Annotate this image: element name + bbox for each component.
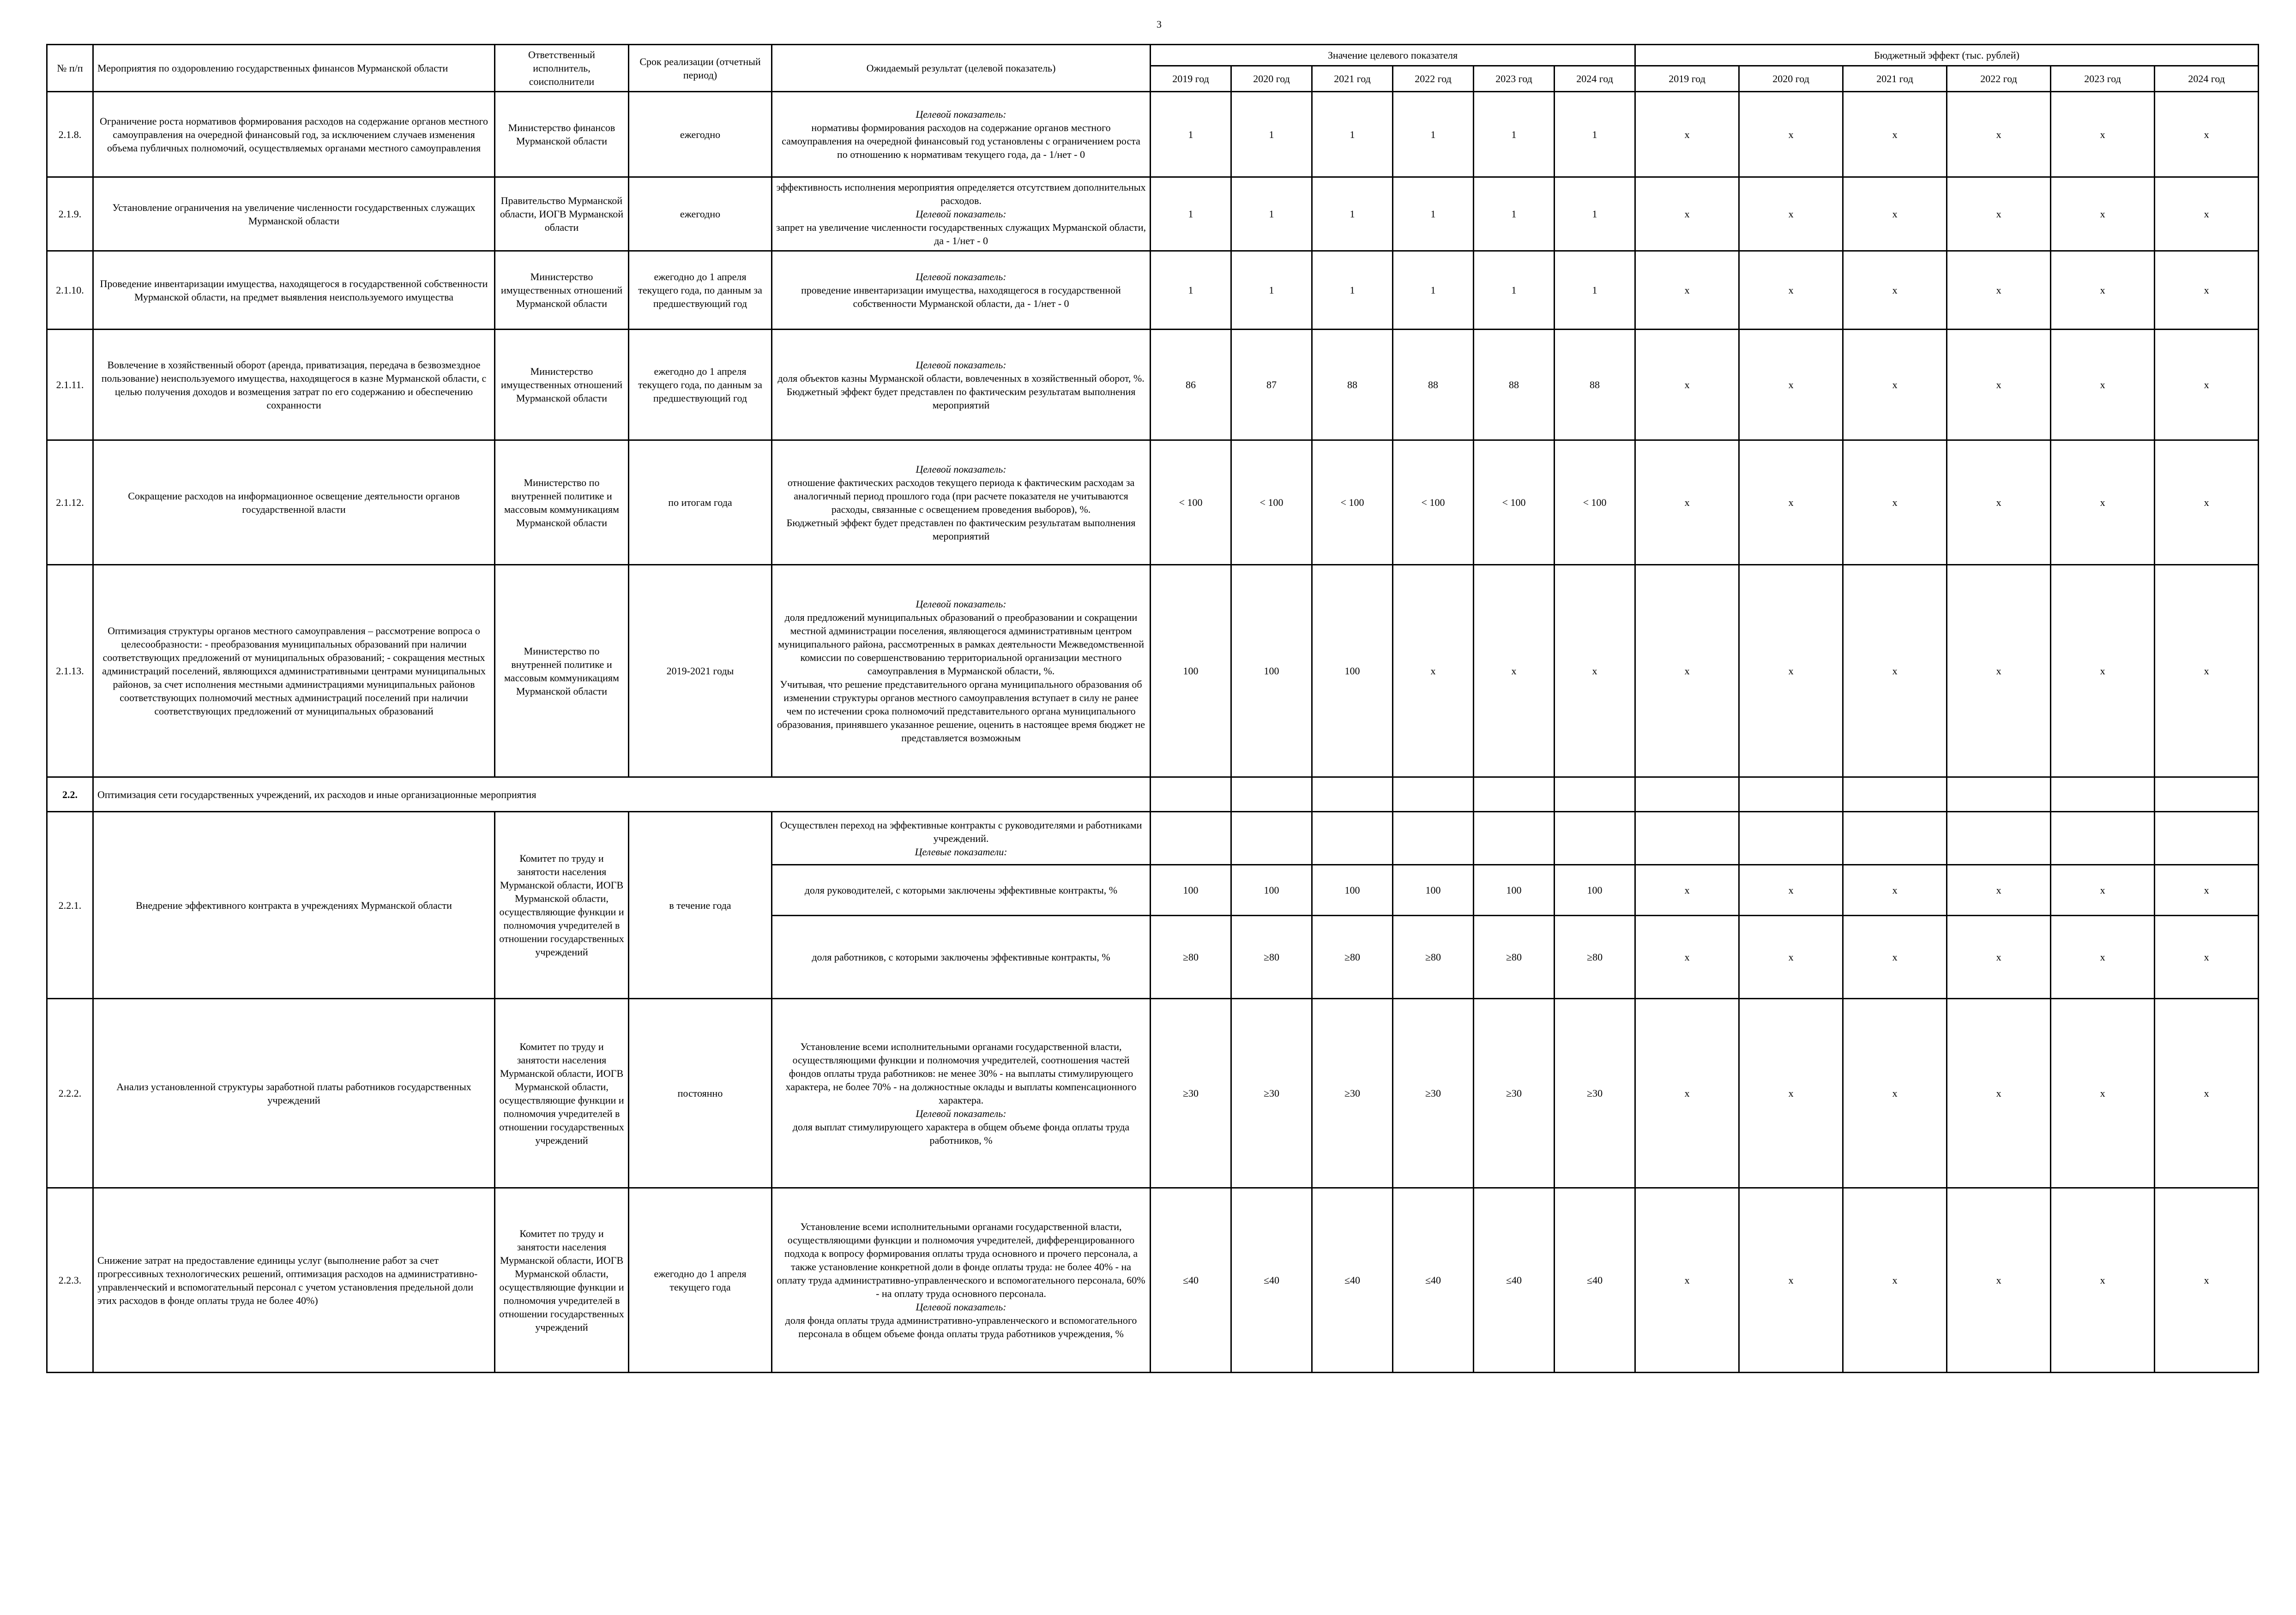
budget-value: x xyxy=(1843,916,1947,999)
target-value: 1 xyxy=(1312,177,1393,251)
target-value: 1 xyxy=(1555,92,1635,177)
budget-value: x xyxy=(1739,330,1843,440)
row-number: 2.2.1. xyxy=(47,812,93,999)
result-pre: эффективность исполнения мероприятия определяется отсутствием дополнительных расходов. xyxy=(776,181,1146,207)
result-text: проведение инвентаризации имущества, находящегося в государственной собственности Мурманской области, да - 1/нет - 0 xyxy=(801,284,1121,310)
responsible-cell: Комитет по труду и занятости населения Мурманской области, ИОГВ Мурманской области, осуществляющие функции и полномочия учредителей в отношении государственных учреждений xyxy=(495,1188,629,1373)
target-value: < 100 xyxy=(1312,440,1393,565)
result-text: отношение фактических расходов текущего периода к фактическим расходам за аналогичный период прошлого года (при расчете показателя не учитываются расходы, связанные с освещением проведения выборов), %. xyxy=(787,476,1135,515)
result-label: Целевые показатели: xyxy=(915,846,1007,858)
target-value: ≥80 xyxy=(1474,916,1555,999)
target-value: ≤40 xyxy=(1312,1188,1393,1373)
empty-cell xyxy=(2051,812,2155,865)
target-value: ≥30 xyxy=(1555,999,1635,1188)
target-value: ≥30 xyxy=(1151,999,1231,1188)
target-value: 100 xyxy=(1474,865,1555,916)
empty-cell xyxy=(1474,812,1555,865)
empty-cell xyxy=(1843,812,1947,865)
target-value: ≤40 xyxy=(1231,1188,1312,1373)
budget-value: x xyxy=(2155,330,2259,440)
table-row xyxy=(47,92,2259,177)
budget-value: x xyxy=(2051,916,2155,999)
budget-value: x xyxy=(1947,440,2051,565)
target-value: 1 xyxy=(1231,251,1312,330)
budget-value: x xyxy=(1739,565,1843,777)
target-value: 1 xyxy=(1474,92,1555,177)
budget-value: x xyxy=(1947,999,2051,1188)
budget-value: x xyxy=(1635,177,1739,251)
row-number: 2.1.8. xyxy=(47,92,93,177)
result-post: Учитывая, что решение представительного органа муниципального образования об изменении структуры органов местного самоуправления вступает в силу не ранее чем по истечении срока полномочий представительного органа муниципального образования, принявшего указанное решение, оценить в настоящее время бюджет не представляется возможным xyxy=(777,678,1145,744)
measure-cell: Анализ установленной структуры заработной платы работников государственных учреждений xyxy=(93,999,495,1188)
result-cell xyxy=(772,251,1151,330)
target-year-header: 2023 год xyxy=(1474,66,1555,91)
measure-cell: Ограничение роста нормативов формирования расходов на содержание органов местного самоуправления на очередной финансовый год, за исключением случаев изменения объема публичных полномочий, осуществляемых органами местного самоуправления xyxy=(93,92,495,177)
result-label: Целевой показатель: xyxy=(916,463,1006,475)
term-cell: ежегодно xyxy=(629,177,772,251)
result-cell xyxy=(772,440,1151,565)
target-value: 1 xyxy=(1393,177,1474,251)
result-sub: доля руководителей, с которыми заключены эффективные контракты, % xyxy=(772,865,1151,916)
budget-value: x xyxy=(1843,999,1947,1188)
measure-cell: Вовлечение в хозяйственный оборот (аренда, приватизация, передача в безвозмездное пользование) неиспользуемого имущества, находящегося в казне Мурманской области, с целью получения доходов и возмещения затрат по его содержанию и обеспечению сохранности xyxy=(93,330,495,440)
result-cell xyxy=(772,177,1151,251)
budget-value: x xyxy=(1635,330,1739,440)
target-value: 1 xyxy=(1393,251,1474,330)
target-year-header: 2022 год xyxy=(1393,66,1474,91)
target-value: ≥30 xyxy=(1231,999,1312,1188)
target-value: ≤40 xyxy=(1151,1188,1231,1373)
empty-cell xyxy=(1312,777,1393,812)
result-cell xyxy=(772,330,1151,440)
empty-cell xyxy=(1843,777,1947,812)
result-sub: доля работников, с которыми заключены эффективные контракты, % xyxy=(772,916,1151,999)
empty-cell xyxy=(1947,777,2051,812)
target-value: ≥80 xyxy=(1393,916,1474,999)
target-value: x xyxy=(1474,565,1555,777)
target-year-header: 2024 год xyxy=(1555,66,1635,91)
budget-value: x xyxy=(1635,440,1739,565)
responsible-cell: Комитет по труду и занятости населения Мурманской области, ИОГВ Мурманской области, осуществляющие функции и полномочия учредителей в отношении государственных учреждений xyxy=(495,999,629,1188)
result-label: Целевой показатель: xyxy=(916,208,1006,220)
target-year-header: 2020 год xyxy=(1231,66,1312,91)
result-text: доля фонда оплаты труда административно-управленческого и вспомогательного персонала в общем объеме фонда оплаты труда работников учреждения, % xyxy=(785,1315,1137,1340)
target-value: ≥80 xyxy=(1231,916,1312,999)
target-value: 1 xyxy=(1474,177,1555,251)
budget-value: x xyxy=(2155,565,2259,777)
budget-value: x xyxy=(1947,916,2051,999)
target-value: ≥30 xyxy=(1474,999,1555,1188)
responsible-cell: Министерство имущественных отношений Мурманской области xyxy=(495,251,629,330)
budget-value: x xyxy=(2051,440,2155,565)
empty-cell xyxy=(1231,812,1312,865)
empty-cell xyxy=(1151,812,1231,865)
budget-value: x xyxy=(1947,177,2051,251)
target-value: 1 xyxy=(1151,251,1231,330)
table-row xyxy=(47,177,2259,251)
budget-value: x xyxy=(2155,251,2259,330)
budget-year-header: 2024 год xyxy=(2155,66,2259,91)
budget-value: x xyxy=(2155,999,2259,1188)
target-value: 88 xyxy=(1555,330,1635,440)
target-value: 87 xyxy=(1231,330,1312,440)
target-value: ≥30 xyxy=(1312,999,1393,1188)
target-value: < 100 xyxy=(1151,440,1231,565)
empty-cell xyxy=(1393,777,1474,812)
responsible-cell: Правительство Мурманской области, ИОГВ Мурманской области xyxy=(495,177,629,251)
target-value: 1 xyxy=(1231,177,1312,251)
header-budget-group: Бюджетный эффект (тыс. рублей) xyxy=(1635,45,2259,66)
budget-value: x xyxy=(1843,330,1947,440)
budget-value: x xyxy=(1947,330,2051,440)
budget-value: x xyxy=(2155,92,2259,177)
target-value: 1 xyxy=(1151,177,1231,251)
section-number: 2.2. xyxy=(47,777,93,812)
budget-value: x xyxy=(2051,251,2155,330)
target-value: 1 xyxy=(1474,251,1555,330)
target-value: 88 xyxy=(1393,330,1474,440)
target-value: < 100 xyxy=(1555,440,1635,565)
target-value: ≤40 xyxy=(1393,1188,1474,1373)
budget-value: x xyxy=(1739,865,1843,916)
result-text: запрет на увеличение численности государственных служащих Мурманской области, да - 1/нет - 0 xyxy=(776,222,1146,247)
budget-value: x xyxy=(1635,1188,1739,1373)
budget-year-header: 2020 год xyxy=(1739,66,1843,91)
term-cell: 2019-2021 годы xyxy=(629,565,772,777)
budget-value: x xyxy=(1739,440,1843,565)
target-value: 100 xyxy=(1312,865,1393,916)
budget-value: x xyxy=(1739,92,1843,177)
target-value: 1 xyxy=(1393,92,1474,177)
budget-value: x xyxy=(2051,1188,2155,1373)
result-label: Целевой показатель: xyxy=(916,1107,1006,1119)
result-cell xyxy=(772,92,1151,177)
result-post: Бюджетный эффект будет представлен по фактическим результатам выполнения мероприятий xyxy=(786,385,1136,411)
budget-value: x xyxy=(2155,865,2259,916)
result-intro: Осуществлен переход на эффективные контракты с руководителями и работниками учреждений. xyxy=(780,819,1142,844)
result-cell xyxy=(772,999,1151,1188)
empty-cell xyxy=(1151,777,1231,812)
empty-cell xyxy=(1739,812,1843,865)
term-cell: ежегодно до 1 апреля текущего года, по данным за предшествующий год xyxy=(629,251,772,330)
section-row xyxy=(47,777,2259,812)
result-label: Целевой показатель: xyxy=(916,271,1006,283)
target-value: 1 xyxy=(1555,177,1635,251)
budget-value: x xyxy=(1843,865,1947,916)
budget-value: x xyxy=(2051,865,2155,916)
target-value: < 100 xyxy=(1231,440,1312,565)
budget-year-header: 2022 год xyxy=(1947,66,2051,91)
empty-cell xyxy=(1555,812,1635,865)
result-text: нормативы формирования расходов на содержание органов местного самоуправления на очередной финансовый год установлены с ограничением роста по отношению к нормативам текущего года, да - 1/нет - 0 xyxy=(782,122,1140,161)
target-value: ≥80 xyxy=(1555,916,1635,999)
target-value: x xyxy=(1393,565,1474,777)
target-value: ≥80 xyxy=(1312,916,1393,999)
budget-value: x xyxy=(1843,1188,1947,1373)
result-cell xyxy=(772,1188,1151,1373)
table-row xyxy=(47,812,2259,865)
measure-cell: Снижение затрат на предоставление единицы услуг (выполнение работ за счет прогрессивных технологических решений, оптимизация расходов на административно-управленческий и вспомогательный персонал с учетом установления предельной доли этих расходов в фонде оплаты труда не более 40%) xyxy=(93,1188,495,1373)
target-value: 100 xyxy=(1231,865,1312,916)
term-cell: ежегодно до 1 апреля текущего года, по данным за предшествующий год xyxy=(629,330,772,440)
target-value: 88 xyxy=(1312,330,1393,440)
result-pre: Установление всеми исполнительными органами государственной власти, осуществляющими функции и полномочия учредителей, соотношения частей фондов оплаты труда работников: не менее 30% - на выплаты стимулирующего характера, не более 70% - на должностные оклады и выплаты компенсационного характера. xyxy=(785,1040,1137,1106)
header-responsible: Ответственный исполнитель, соисполнители xyxy=(495,45,629,92)
measure-cell: Проведение инвентаризации имущества, находящегося в государственной собственности Мурманской области, на предмет выявления неиспользуемого имущества xyxy=(93,251,495,330)
result-cell xyxy=(772,812,1151,865)
measure-cell: Внедрение эффективного контракта в учреждениях Мурманской области xyxy=(93,812,495,999)
budget-value: x xyxy=(1843,177,1947,251)
result-cell xyxy=(772,565,1151,777)
table-row xyxy=(47,1188,2259,1373)
target-value: 1 xyxy=(1555,251,1635,330)
row-number: 2.2.2. xyxy=(47,999,93,1188)
target-value: 1 xyxy=(1312,251,1393,330)
budget-value: x xyxy=(1635,92,1739,177)
empty-cell xyxy=(1231,777,1312,812)
empty-cell xyxy=(1947,812,2051,865)
measure-cell: Установление ограничения на увеличение численности государственных служащих Мурманской области xyxy=(93,177,495,251)
result-label: Целевой показатель: xyxy=(916,359,1006,371)
budget-value: x xyxy=(1843,92,1947,177)
result-text: доля предложений муниципальных образований о преобразовании и сокращении местной администрации поселения, являющегося административным центром муниципального района, рассмотренных в рамках деятельности Межведомственной комиссии по совершенствованию территориальной организации местного самоуправления в Мурманской области, %. xyxy=(777,612,1144,677)
row-number: 2.1.12. xyxy=(47,440,93,565)
result-text: доля объектов казны Мурманской области, вовлеченных в хозяйственный оборот, %. xyxy=(777,372,1145,384)
budget-value: x xyxy=(1635,865,1739,916)
table-row xyxy=(47,440,2259,565)
budget-value: x xyxy=(1947,1188,2051,1373)
target-value: ≥80 xyxy=(1151,916,1231,999)
budget-value: x xyxy=(1947,865,2051,916)
result-label: Целевой показатель: xyxy=(916,108,1006,120)
row-number: 2.1.13. xyxy=(47,565,93,777)
target-value: < 100 xyxy=(1474,440,1555,565)
responsible-cell: Министерство по внутренней политике и массовым коммуникациям Мурманской области xyxy=(495,565,629,777)
target-value: < 100 xyxy=(1393,440,1474,565)
target-value: 86 xyxy=(1151,330,1231,440)
target-value: 1 xyxy=(1312,92,1393,177)
table-row xyxy=(47,251,2259,330)
empty-cell xyxy=(1635,777,1739,812)
budget-value: x xyxy=(1947,92,2051,177)
target-value: 1 xyxy=(1151,92,1231,177)
empty-cell xyxy=(1312,812,1393,865)
budget-value: x xyxy=(1635,916,1739,999)
budget-value: x xyxy=(1947,251,2051,330)
budget-value: x xyxy=(1843,565,1947,777)
budget-value: x xyxy=(1843,251,1947,330)
empty-cell xyxy=(2051,777,2155,812)
budget-value: x xyxy=(1739,999,1843,1188)
target-value: 100 xyxy=(1312,565,1393,777)
header-num: № п/п xyxy=(47,45,93,92)
budget-value: x xyxy=(1739,916,1843,999)
result-pre: Установление всеми исполнительными органами государственной власти, осуществляющими функции и полномочия учредителей, дифференцированного подхода к вопросу формирования оплаты труда основного и прочего персонала, а также установление конкретной доли в фонде оплаты труда: не более 40% - на оплату труда административно-управленческого и вспомогательного персонала, 60% - на оплату труда основного персонала. xyxy=(777,1221,1145,1300)
measure-cell: Сокращение расходов на информационное освещение деятельности органов государственной власти xyxy=(93,440,495,565)
section-title: Оптимизация сети государственных учреждений, их расходов и иные организационные мероприятия xyxy=(93,777,1151,812)
budget-value: x xyxy=(1635,251,1739,330)
measures-table xyxy=(46,44,2259,1373)
budget-value: x xyxy=(1635,565,1739,777)
budget-value: x xyxy=(2051,92,2155,177)
term-cell: ежегодно до 1 апреля текущего года xyxy=(629,1188,772,1373)
header-result: Ожидаемый результат (целевой показатель) xyxy=(772,45,1151,92)
result-label: Целевой показатель: xyxy=(916,598,1006,610)
target-value: 1 xyxy=(1231,92,1312,177)
target-value: 88 xyxy=(1474,330,1555,440)
table-row xyxy=(47,330,2259,440)
responsible-cell: Комитет по труду и занятости населения Мурманской области, ИОГВ Мурманской области, осуществляющие функции и полномочия учредителей в отношении государственных учреждений xyxy=(495,812,629,999)
result-text: доля выплат стимулирующего характера в общем объеме фонда оплаты труда работников, % xyxy=(792,1121,1130,1146)
budget-value: x xyxy=(1739,1188,1843,1373)
empty-cell xyxy=(1555,777,1635,812)
table-row xyxy=(47,999,2259,1188)
target-year-header: 2021 год xyxy=(1312,66,1393,91)
header-measure: Мероприятия по оздоровлению государственных финансов Мурманской области xyxy=(93,45,495,92)
header-term: Срок реализации (отчетный период) xyxy=(629,45,772,92)
row-number: 2.1.10. xyxy=(47,251,93,330)
budget-value: x xyxy=(2155,440,2259,565)
budget-year-header: 2021 год xyxy=(1843,66,1947,91)
measure-cell: Оптимизация структуры органов местного самоуправления – рассмотрение вопроса о целесообразности: - преобразования муниципальных образований при наличии соответствующих предложений от муниципальных образований; - сокращения местных администраций поселений, являющихся административными центрами муниципальных районов, за счет исполнения местными администрациями муниципальных районов соответствующих полномочий местных администраций поселений при наличии соответствующих предложений от муниципальных образований xyxy=(93,565,495,777)
budget-value: x xyxy=(1947,565,2051,777)
budget-value: x xyxy=(2051,565,2155,777)
budget-year-header: 2023 год xyxy=(2051,66,2155,91)
responsible-cell: Министерство по внутренней политике и массовым коммуникациям Мурманской области xyxy=(495,440,629,565)
row-number: 2.2.3. xyxy=(47,1188,93,1373)
empty-cell xyxy=(1474,777,1555,812)
result-label: Целевой показатель: xyxy=(916,1301,1006,1313)
target-value: 100 xyxy=(1231,565,1312,777)
term-cell: в течение года xyxy=(629,812,772,999)
budget-value: x xyxy=(1843,440,1947,565)
row-number: 2.1.9. xyxy=(47,177,93,251)
empty-cell xyxy=(1635,812,1739,865)
target-value: 100 xyxy=(1555,865,1635,916)
budget-value: x xyxy=(2051,999,2155,1188)
responsible-cell: Министерство имущественных отношений Мурманской области xyxy=(495,330,629,440)
empty-cell xyxy=(1393,812,1474,865)
target-value: x xyxy=(1555,565,1635,777)
target-value: ≤40 xyxy=(1555,1188,1635,1373)
budget-value: x xyxy=(2155,177,2259,251)
page-number: 3 xyxy=(1157,18,1162,30)
term-cell: ежегодно xyxy=(629,92,772,177)
budget-value: x xyxy=(1635,999,1739,1188)
responsible-cell: Министерство финансов Мурманской области xyxy=(495,92,629,177)
budget-value: x xyxy=(1739,251,1843,330)
target-value: 100 xyxy=(1151,865,1231,916)
budget-value: x xyxy=(1739,177,1843,251)
budget-value: x xyxy=(2155,1188,2259,1373)
budget-value: x xyxy=(2051,330,2155,440)
target-value: ≥30 xyxy=(1393,999,1474,1188)
table-row xyxy=(47,565,2259,777)
budget-value: x xyxy=(2051,177,2155,251)
budget-value: x xyxy=(2155,916,2259,999)
result-post: Бюджетный эффект будет представлен по фактическим результатам выполнения мероприятий xyxy=(786,516,1136,542)
empty-cell xyxy=(1739,777,1843,812)
header-target-group: Значение целевого показателя xyxy=(1151,45,1635,66)
term-cell: постоянно xyxy=(629,999,772,1188)
row-number: 2.1.11. xyxy=(47,330,93,440)
budget-year-header: 2019 год xyxy=(1635,66,1739,91)
target-year-header: 2019 год xyxy=(1151,66,1231,91)
target-value: 100 xyxy=(1151,565,1231,777)
empty-cell xyxy=(2155,777,2259,812)
target-value: ≤40 xyxy=(1474,1188,1555,1373)
term-cell: по итогам года xyxy=(629,440,772,565)
target-value: 100 xyxy=(1393,865,1474,916)
empty-cell xyxy=(2155,812,2259,865)
